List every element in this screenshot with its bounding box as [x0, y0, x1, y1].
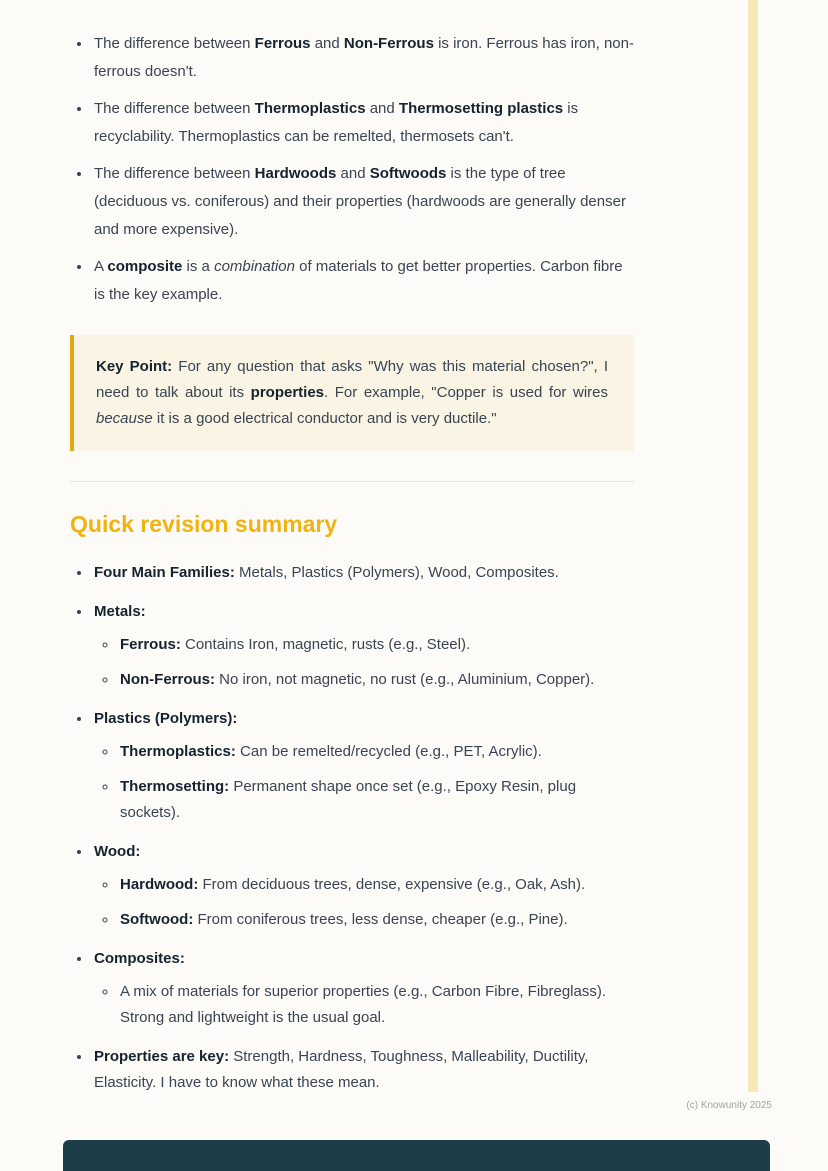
list-item-text: Plastics (Polymers): — [94, 710, 238, 727]
list-item-text: Properties are key: Strength, Hardness, Toughness, Malleability, Ductility, Elasticity. I have to know what these mean. — [94, 1048, 589, 1091]
key-point-text: Key Point: For any question that asks "Why was this material chosen?", I need to talk about its properties. For example, "Copper is used for wires because it is a good electrical conductor and is very ductile." — [96, 358, 608, 427]
list-item-text: Wood: — [94, 843, 141, 860]
sub-list-item — [118, 774, 634, 826]
list-item: • The difference between Hardwoods and Softwoods is the type of tree (deciduous vs. coniferous) and their properties (hardwoods are generally denser and more expensive). — [92, 160, 634, 244]
section-heading: Quick revision summary — [70, 511, 338, 537]
sub-list-item — [118, 739, 634, 765]
list-item — [92, 1044, 634, 1096]
list-item-text: Four Main Families: Metals, Plastics (Polymers), Wood, Composites. — [94, 564, 559, 581]
sub-list-item-text: Thermosetting: Permanent shape once set (e.g., Epoxy Resin, plug sockets). — [120, 778, 577, 821]
page-edge-stripe — [748, 0, 758, 1092]
copyright-credit: (c) Knowunity 2025 — [686, 1100, 772, 1111]
list-item: • The difference between Thermoplastics and Thermosetting plastics is recyclability. Thermoplastics can be remelted, thermosets can't. — [92, 95, 634, 151]
sub-list-item-text: Non-Ferrous: No iron, not magnetic, no rust (e.g., Aluminium, Copper). — [120, 671, 595, 688]
sub-list-item — [118, 979, 634, 1031]
sub-list-item — [118, 872, 634, 898]
sub-list — [94, 739, 634, 826]
intro-bullet-list — [70, 30, 634, 309]
list-item — [92, 946, 634, 1031]
list-item-text: Metals: — [94, 603, 146, 620]
section-divider — [70, 481, 634, 482]
list-item: • The difference between Ferrous and Non-Ferrous is iron. Ferrous has iron, non-ferrous doesn't. — [92, 30, 634, 86]
sub-list-item-text: Thermoplastics: Can be remelted/recycled (e.g., PET, Acrylic). — [120, 743, 542, 760]
list-item: • A composite is a combination of materials to get better properties. Carbon fibre is the key example. — [92, 253, 634, 309]
page-content — [70, 30, 634, 1109]
sub-list-item-text: Softwood: From coniferous trees, less dense, cheaper (e.g., Pine). — [120, 911, 568, 928]
list-item — [92, 706, 634, 826]
sub-list-item-text: Hardwood: From deciduous trees, dense, expensive (e.g., Oak, Ash). — [120, 876, 586, 893]
key-point-callout — [70, 335, 634, 451]
summary-bullet-list — [70, 560, 634, 1096]
sub-list-item — [118, 907, 634, 933]
list-item — [92, 599, 634, 693]
list-item — [92, 560, 634, 586]
sub-list — [94, 872, 634, 933]
sub-list — [94, 979, 634, 1031]
sub-list-item-text: A mix of materials for superior properties (e.g., Carbon Fibre, Fibreglass). Strong and lightweight is the usual goal. — [120, 983, 607, 1026]
sub-list-item-text: Ferrous: Contains Iron, magnetic, rusts (e.g., Steel). — [120, 636, 471, 653]
sub-list-item — [118, 632, 634, 658]
list-item-text: Composites: — [94, 950, 185, 967]
sub-list — [94, 632, 634, 693]
list-item — [92, 839, 634, 933]
next-page-preview — [63, 1140, 770, 1171]
sub-list-item — [118, 667, 634, 693]
